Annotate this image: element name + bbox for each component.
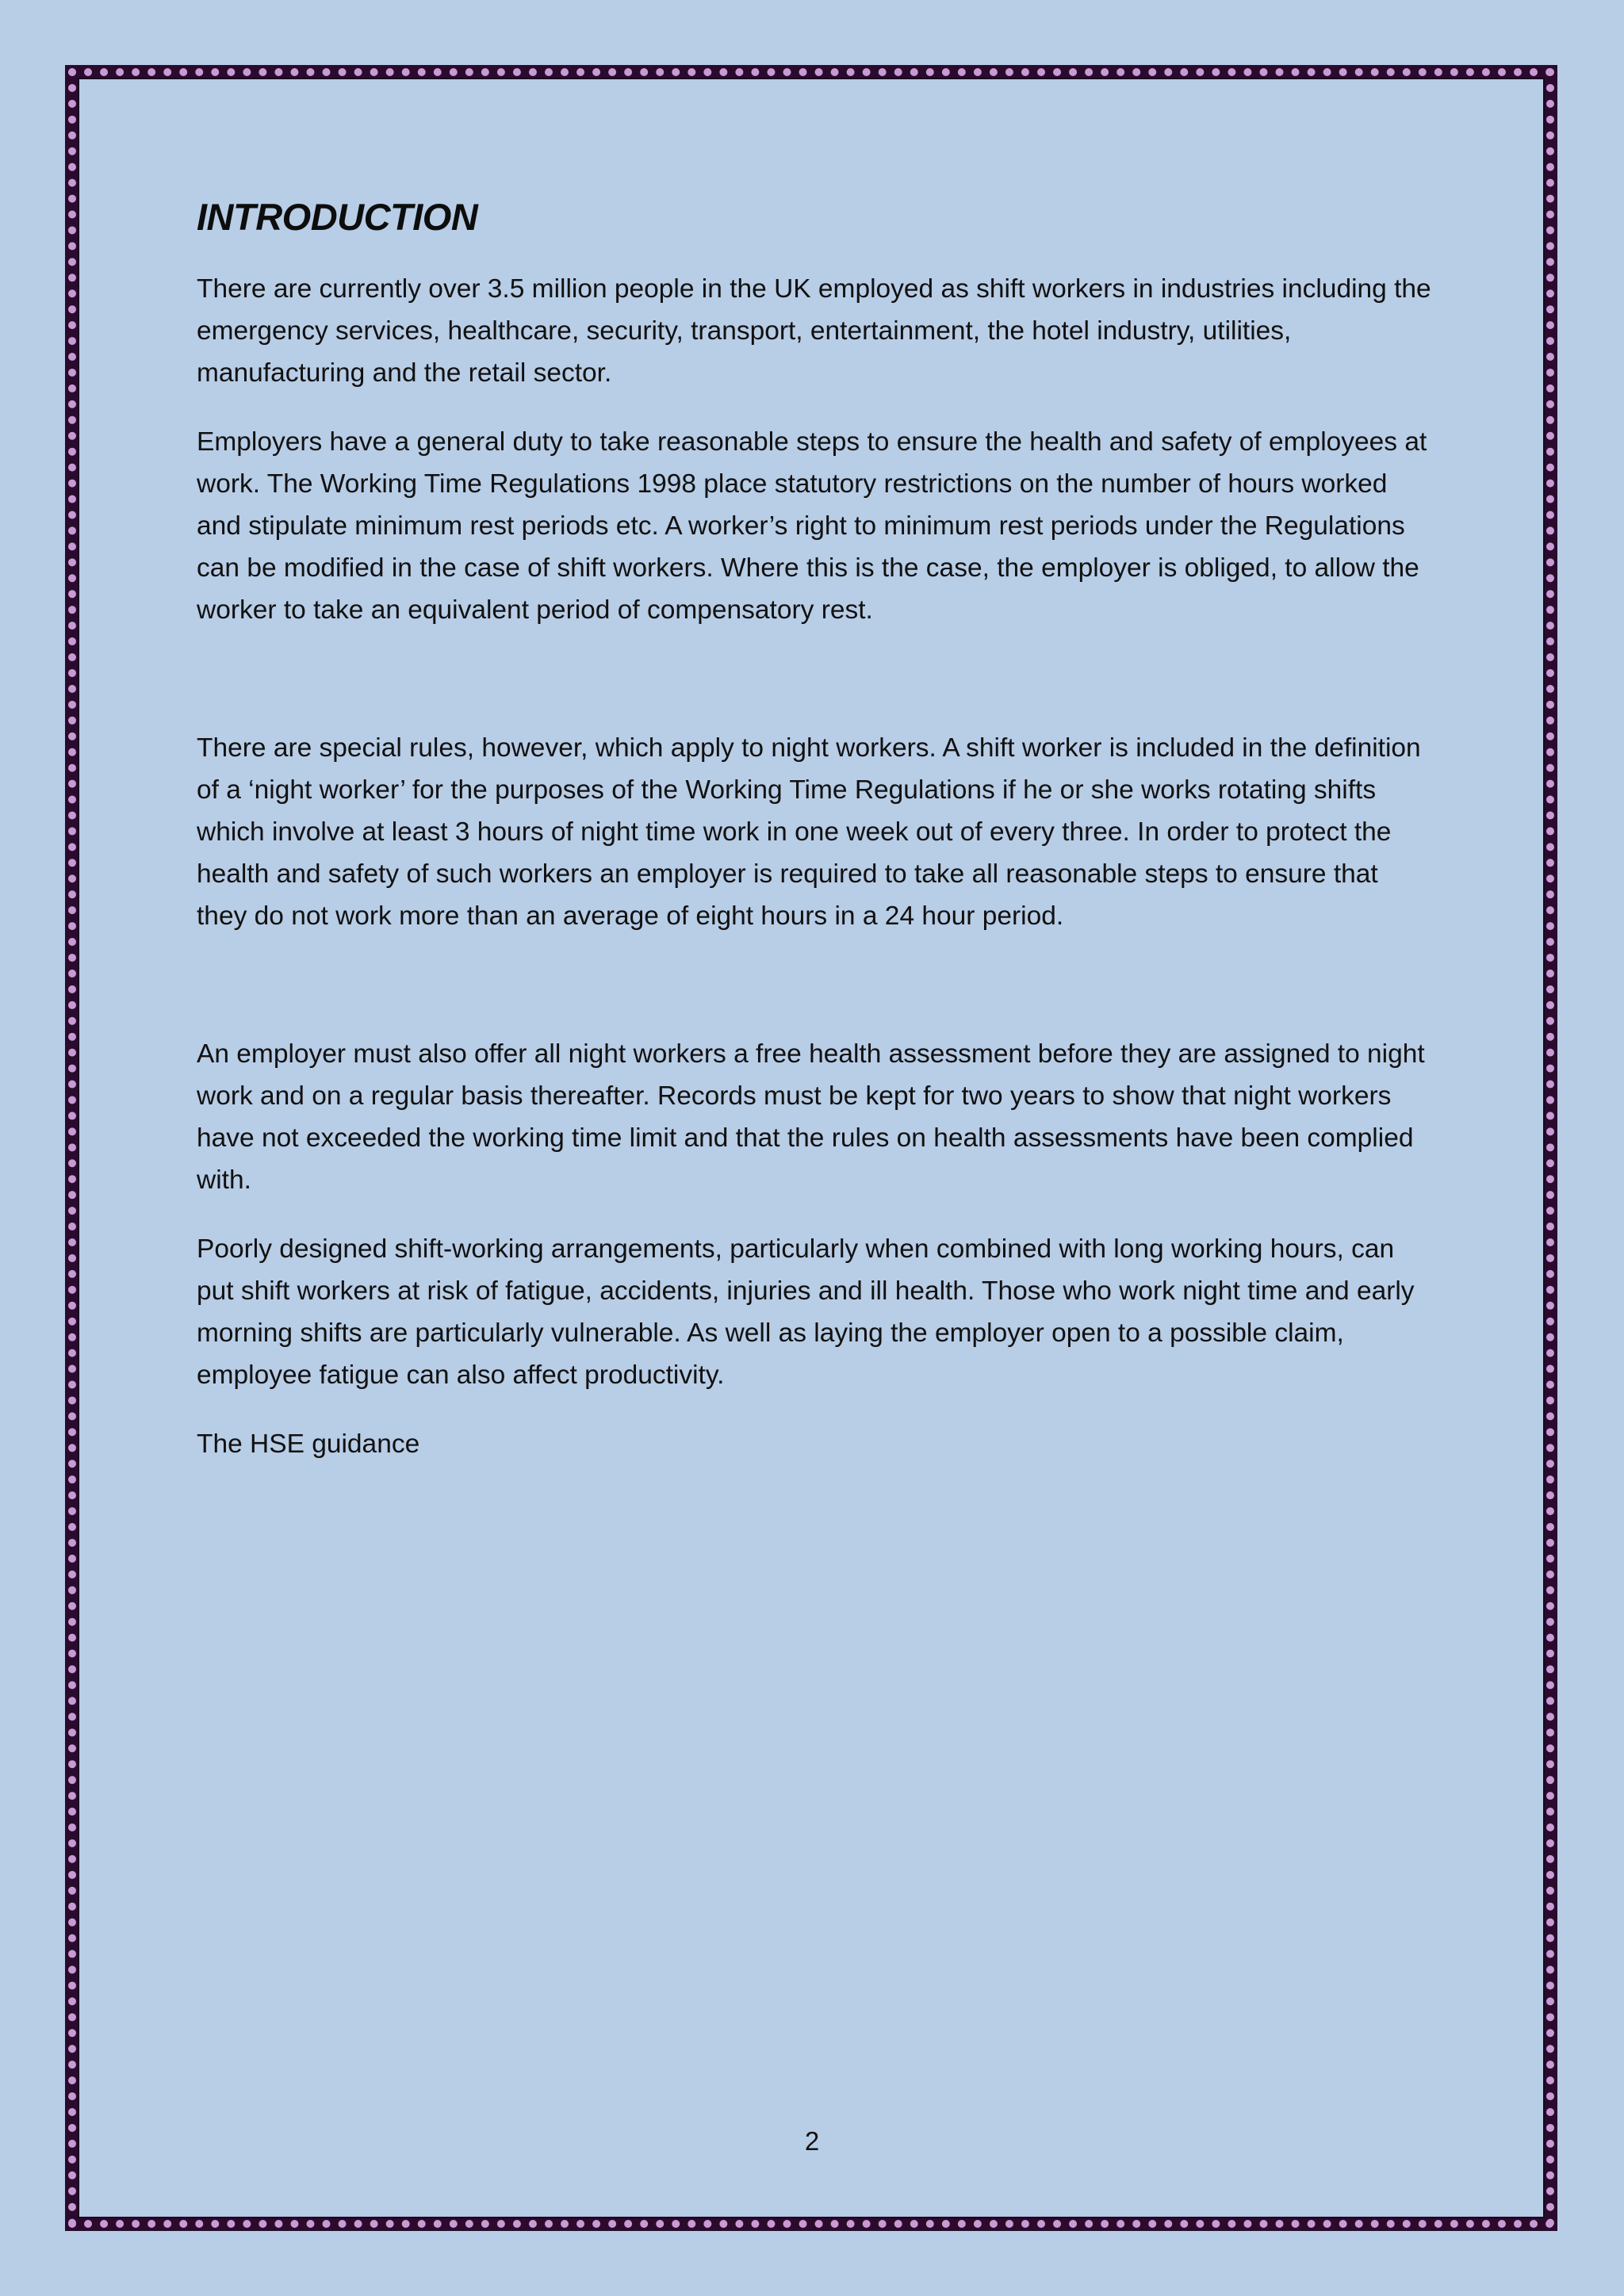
paragraph-night-workers-rules: There are special rules, however, which apply to night workers. A shift worker is included in the definition of a ‘night worker’ for the purposes of the Working Time Regulations if he or she works rotating shifts which involve at least 3 hours of night time work in one week out of every three. In order to protect the health and safety of such workers an employer is required to take all reasonable steps to ensure that they do not work more than an average of eight hours in a 24 hour period.: [197, 733, 1421, 932]
paragraph-fatigue-risks: Poorly designed shift-working arrangements, particularly when combined with long working hours, can put shift workers at risk of fatigue, accidents, injuries and ill health. Those who work night time and early morning shifts are particularly vulnerable. As well as laying the employer open to a possible claim, employee fatigue can also affect productivity.: [197, 1234, 1415, 1391]
document-body: [197, 195, 1434, 1492]
paragraph-hse-guidance: The HSE guidance: [197, 1429, 420, 1460]
paragraph-employer-duty: Employers have a general duty to take reasonable steps to ensure the health and safety of employees at work. The Working Time Regulations 1998 place statutory restrictions on the number of hours worked and stipulate minimum rest periods etc. A worker’s right to minimum rest periods under the Regulations can be modified in the case of shift workers. Where this is the case, the employer is obliged, to allow the worker to take an equivalent period of compensatory rest.: [197, 427, 1427, 626]
section-heading: INTRODUCTION: [197, 196, 478, 238]
page-number: 2: [804, 2126, 820, 2156]
paragraph-shift-workers-overview: There are currently over 3.5 million people in the UK employed as shift workers in industries including the emergency services, healthcare, security, transport, entertainment, the hotel industry, utilities, manufacturing and the retail sector.: [197, 274, 1431, 388]
paragraph-health-assessment: An employer must also offer all night workers a free health assessment before they are assigned to night work and on a regular basis thereafter. Records must be kept for two years to show that night workers have not exceeded the working time limit and that the rules on health assessments have been complied with.: [197, 1039, 1425, 1196]
